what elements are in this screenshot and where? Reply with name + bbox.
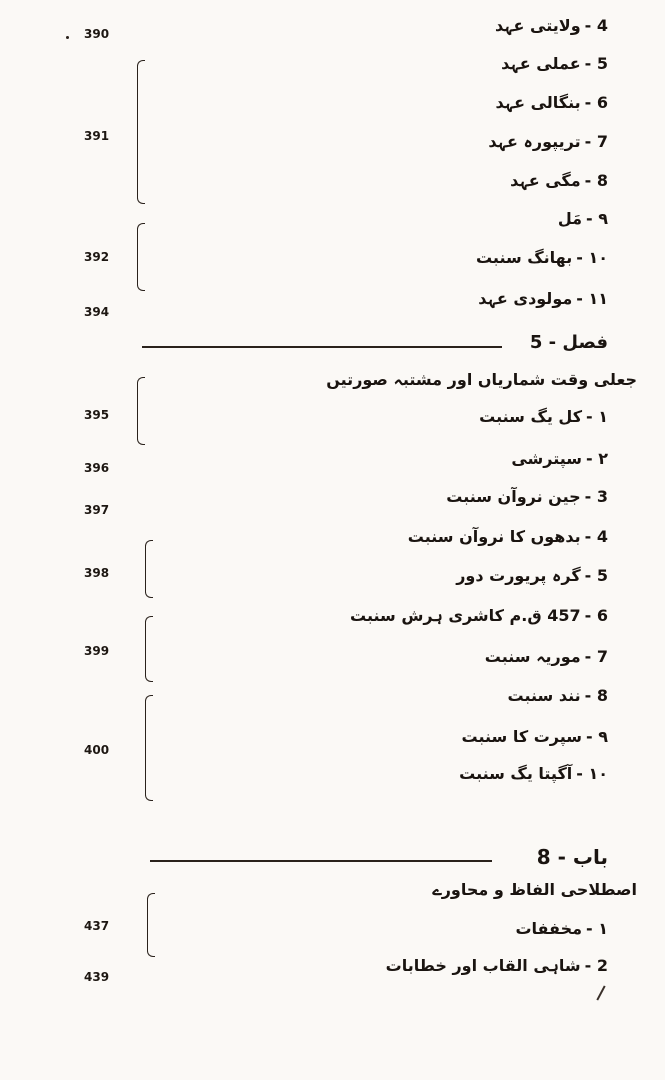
toc-entry: 5 -عملی عہد bbox=[501, 54, 608, 73]
page-number: 400 bbox=[84, 743, 110, 757]
bracket bbox=[145, 540, 153, 598]
toc-entry: 4 -بدھوں کا نروآن سنبت bbox=[407, 527, 608, 546]
toc-entry: ۱۰ -بھانگ سنبت bbox=[475, 248, 608, 267]
bracket bbox=[145, 695, 153, 801]
toc-entry: 6 -بنگالی عہد bbox=[495, 93, 608, 112]
toc-entry: ۲ -سپترشی bbox=[511, 449, 608, 468]
page-number: 391 bbox=[84, 129, 110, 143]
page-number: 437 bbox=[84, 919, 110, 933]
toc-entry: ۱ -مخففات bbox=[515, 919, 608, 938]
page-number: 399 bbox=[84, 644, 110, 658]
bracket bbox=[137, 377, 145, 445]
page-number: 439 bbox=[84, 970, 110, 984]
page-number: 390 bbox=[84, 27, 110, 41]
page-number: 398 bbox=[84, 566, 110, 580]
toc-entry: 4 -ولایتی عہد bbox=[494, 16, 608, 35]
toc-entry: ۱۰ -آگپتا یگ سنبت bbox=[459, 764, 608, 783]
chapter-rule bbox=[150, 860, 492, 862]
toc-entry: ۹ -مَل bbox=[557, 209, 608, 228]
toc-entry: ۱ -کل یگ سنبت bbox=[479, 407, 608, 426]
bracket bbox=[147, 893, 155, 957]
section-heading: فصل - 5 bbox=[529, 332, 608, 353]
section-title: جعلی وقت شماریاں اور مشتبہ صورتیں bbox=[326, 370, 637, 389]
pen-mark bbox=[596, 985, 605, 1000]
toc-entry: 7 -تریپورہ عہد bbox=[488, 132, 608, 151]
page-number: 392 bbox=[84, 250, 110, 264]
page-number: 396 bbox=[84, 461, 110, 475]
stray-dot bbox=[66, 36, 69, 39]
toc-entry: ۹ -سپرت کا سنبت bbox=[461, 727, 608, 746]
toc-entry: 8 -نند سنبت bbox=[507, 686, 608, 705]
page-number: 395 bbox=[84, 408, 110, 422]
bracket bbox=[137, 60, 145, 204]
bracket bbox=[145, 616, 153, 682]
page-number: 394 bbox=[84, 305, 110, 319]
toc-entry: 8 -مگی عہد bbox=[510, 171, 608, 190]
section-rule bbox=[142, 346, 502, 348]
page-number: 397 bbox=[84, 503, 110, 517]
toc-entry: 2 -شاہی القاب اور خطابات bbox=[385, 956, 608, 975]
toc-entry: 5 -گرہ پریورت دور bbox=[456, 566, 608, 585]
chapter-title: اصطلاحی الفاظ و محاورے bbox=[432, 880, 637, 899]
chapter-heading: باب - 8 bbox=[536, 845, 608, 869]
toc-entry: ۱۱ -مولودی عہد bbox=[478, 289, 608, 308]
bracket bbox=[137, 223, 145, 291]
toc-entry: 3 -جین نروآن سنبت bbox=[446, 487, 608, 506]
toc-entry: 6 -457 ق.م کاشری ہرش سنبت bbox=[350, 606, 608, 625]
toc-entry: 7 -موریہ سنبت bbox=[484, 647, 608, 666]
